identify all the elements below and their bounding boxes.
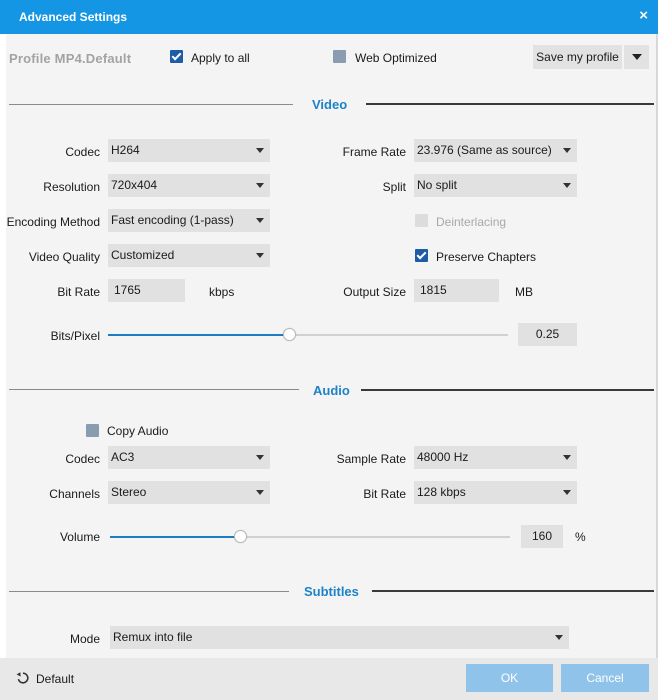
subtitle-mode-label: Mode <box>69 632 100 646</box>
subtitle-mode-value: Remux into file <box>113 630 193 644</box>
video-quality-label: Video Quality <box>28 250 100 264</box>
video-divider-right <box>366 103 654 105</box>
sample-rate-label: Sample Rate <box>336 452 406 466</box>
audio-codec-select[interactable] <box>108 446 270 469</box>
preserve-chapters-label[interactable]: Preserve Chapters <box>436 250 537 264</box>
close-icon[interactable]: × <box>639 7 648 24</box>
resolution-select[interactable] <box>108 174 270 197</box>
volume-input[interactable]: 160 <box>521 525 563 548</box>
audio-divider-right <box>361 389 654 391</box>
window-title: Advanced Settings <box>19 10 128 24</box>
encoding-method-value: Fast encoding (1-pass) <box>111 213 234 227</box>
output-size-label: Output Size <box>343 285 406 299</box>
frame-rate-value: 23.976 (Same as source) <box>417 143 552 157</box>
video-codec-label: Codec <box>65 145 100 159</box>
bits-per-pixel-slider-fill <box>108 334 289 336</box>
bits-per-pixel-input[interactable]: 0.25 <box>518 323 577 346</box>
chevron-down-icon <box>256 253 264 258</box>
video-bit-rate-input[interactable]: 1765 <box>108 279 185 302</box>
output-size-unit: MB <box>515 285 533 299</box>
ok-button[interactable]: OK <box>466 664 553 692</box>
chevron-down-icon <box>256 490 264 495</box>
chevron-down-icon <box>563 183 571 188</box>
web-optimized-checkbox[interactable] <box>333 50 346 63</box>
resolution-label: Resolution <box>43 180 100 194</box>
encoding-method-label: Encoding Method <box>6 215 100 229</box>
chevron-down-icon <box>563 148 571 153</box>
sample-rate-select[interactable] <box>414 446 577 469</box>
cancel-button[interactable]: Cancel <box>561 664 649 692</box>
volume-slider-fill <box>110 536 241 538</box>
volume-slider-handle[interactable] <box>234 530 247 543</box>
chevron-down-icon <box>563 455 571 460</box>
video-divider-left <box>9 104 293 105</box>
chevron-down-icon <box>563 490 571 495</box>
subtitle-mode-select[interactable] <box>110 626 569 649</box>
channels-value: Stereo <box>111 485 147 499</box>
apply-to-all-checkbox[interactable] <box>170 50 183 63</box>
title-bar <box>0 0 658 34</box>
chevron-down-icon <box>256 148 264 153</box>
save-profile-button[interactable]: Save my profile <box>533 45 622 69</box>
save-profile-dropdown-button[interactable] <box>624 45 649 69</box>
split-label: Split <box>382 180 406 194</box>
frame-rate-label: Frame Rate <box>342 145 406 159</box>
profile-label: Profile MP4.Default <box>9 51 132 66</box>
sample-rate-value: 48000 Hz <box>417 450 469 464</box>
preserve-chapters-checkbox[interactable] <box>415 249 428 262</box>
frame-rate-select[interactable] <box>414 139 577 162</box>
video-bit-rate-label: Bit Rate <box>57 285 100 299</box>
copy-audio-label[interactable]: Copy Audio <box>107 424 169 438</box>
volume-label: Volume <box>59 530 100 544</box>
chevron-down-icon <box>256 455 264 460</box>
volume-unit: % <box>575 530 586 544</box>
subtitles-section-title: Subtitles <box>304 584 359 599</box>
encoding-method-select[interactable] <box>108 209 270 232</box>
deinterlacing-checkbox[interactable] <box>415 214 428 227</box>
subtitles-divider-right <box>372 590 654 592</box>
video-codec-select[interactable] <box>108 139 270 162</box>
chevron-down-icon <box>256 183 264 188</box>
deinterlacing-label: Deinterlacing <box>436 215 507 229</box>
subtitles-divider-left <box>9 591 289 592</box>
apply-to-all-label[interactable]: Apply to all <box>191 51 250 65</box>
footer-bar <box>0 658 658 700</box>
video-quality-select[interactable] <box>108 244 270 267</box>
copy-audio-checkbox[interactable] <box>86 424 99 437</box>
audio-codec-label: Codec <box>65 452 100 466</box>
split-select[interactable] <box>414 174 577 197</box>
default-button[interactable]: Default <box>36 672 75 686</box>
video-bit-rate-unit: kbps <box>209 285 235 299</box>
chevron-down-icon <box>555 635 563 640</box>
audio-bit-rate-label: Bit Rate <box>363 487 406 501</box>
channels-label: Channels <box>49 487 100 501</box>
resolution-value: 720x404 <box>111 178 158 192</box>
split-value: No split <box>417 178 458 192</box>
bits-per-pixel-label: Bits/Pixel <box>50 329 100 343</box>
channels-select[interactable] <box>108 481 270 504</box>
settings-panel <box>6 34 658 658</box>
output-size-input[interactable]: 1815 <box>414 279 499 302</box>
chevron-down-icon <box>256 218 264 223</box>
web-optimized-label[interactable]: Web Optimized <box>355 51 437 65</box>
video-section-title: Video <box>312 97 348 112</box>
audio-codec-value: AC3 <box>111 450 135 464</box>
audio-bit-rate-select[interactable] <box>414 481 577 504</box>
video-quality-value: Customized <box>111 248 175 262</box>
bits-per-pixel-slider-handle[interactable] <box>283 328 296 341</box>
audio-divider-left <box>9 389 299 390</box>
video-codec-value: H264 <box>111 143 140 157</box>
reset-icon[interactable] <box>16 671 30 685</box>
audio-section-title: Audio <box>313 383 350 398</box>
audio-bit-rate-value: 128 kbps <box>417 485 466 499</box>
